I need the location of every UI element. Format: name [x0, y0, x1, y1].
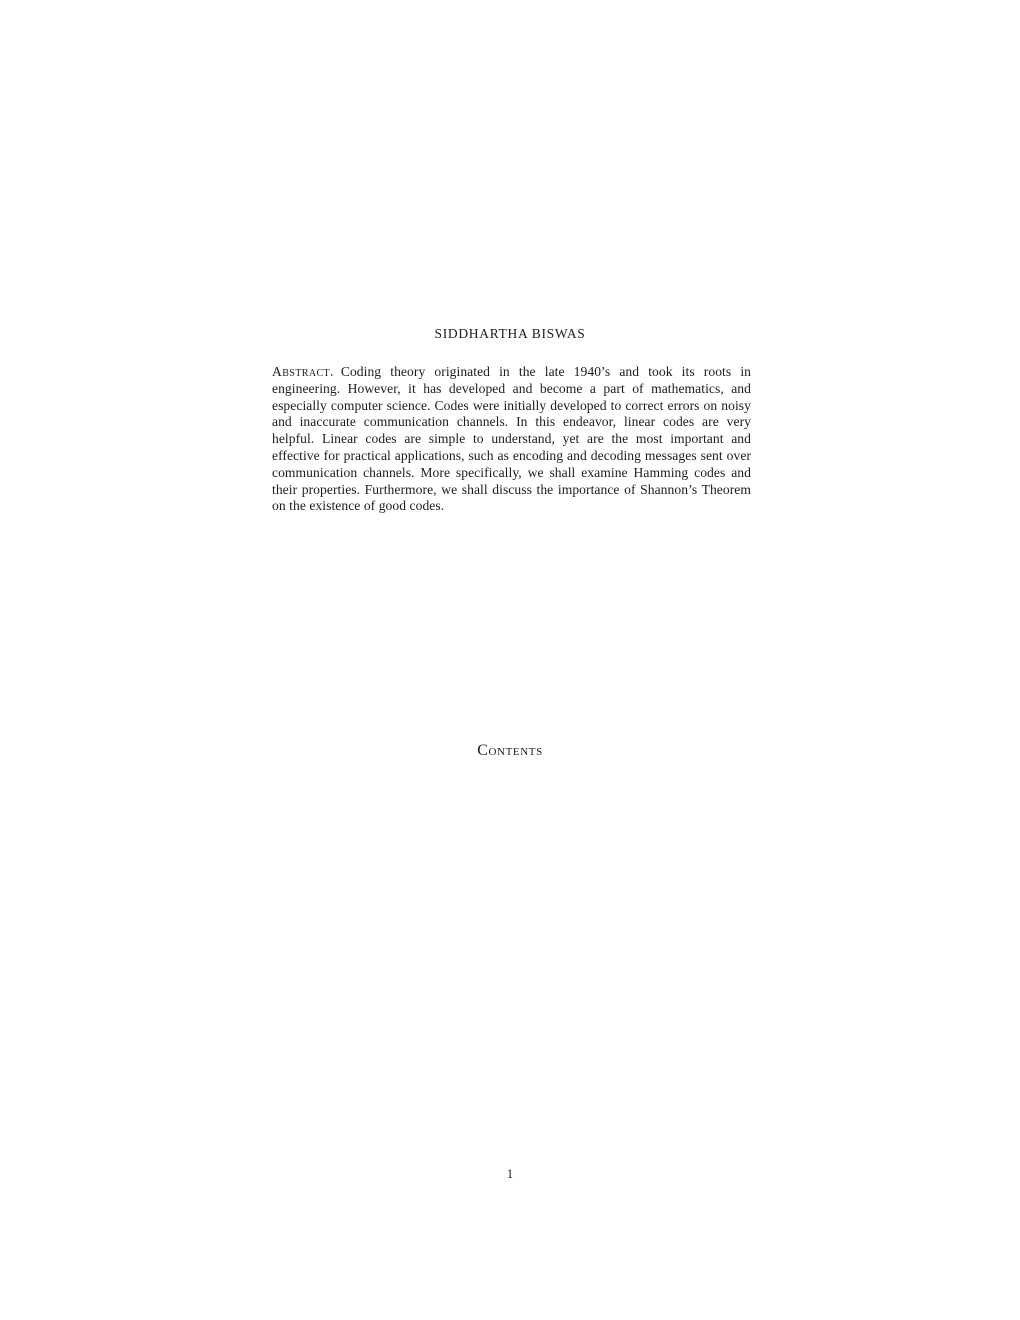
abstract-section — [272, 364, 751, 515]
author-heading: SIDDHARTHA BISWAS — [434, 326, 586, 341]
abstract-label: Abstract. — [272, 364, 334, 379]
abstract-text: Coding theory originated in the late 1940’s and took its roots in engineering. However, it has developed and become a part of mathematics, and especially computer science. Codes were initially developed to correct errors on noisy and inaccurate communication channels. In this endeavor, linear codes are very helpful. Linear codes are simple to understand, yet are the most important and effective for practical applications, such as encoding and decoding messages sent over communication channels. More specifically, we shall examine Hamming codes and their properties. Furthermore, we shall discuss the importance of Shannon’s Theorem on the existence of good codes. — [272, 364, 751, 514]
page-number: 1 — [506, 1167, 514, 1181]
contents-heading: Contents — [477, 742, 543, 759]
abstract-paragraph — [272, 364, 751, 515]
